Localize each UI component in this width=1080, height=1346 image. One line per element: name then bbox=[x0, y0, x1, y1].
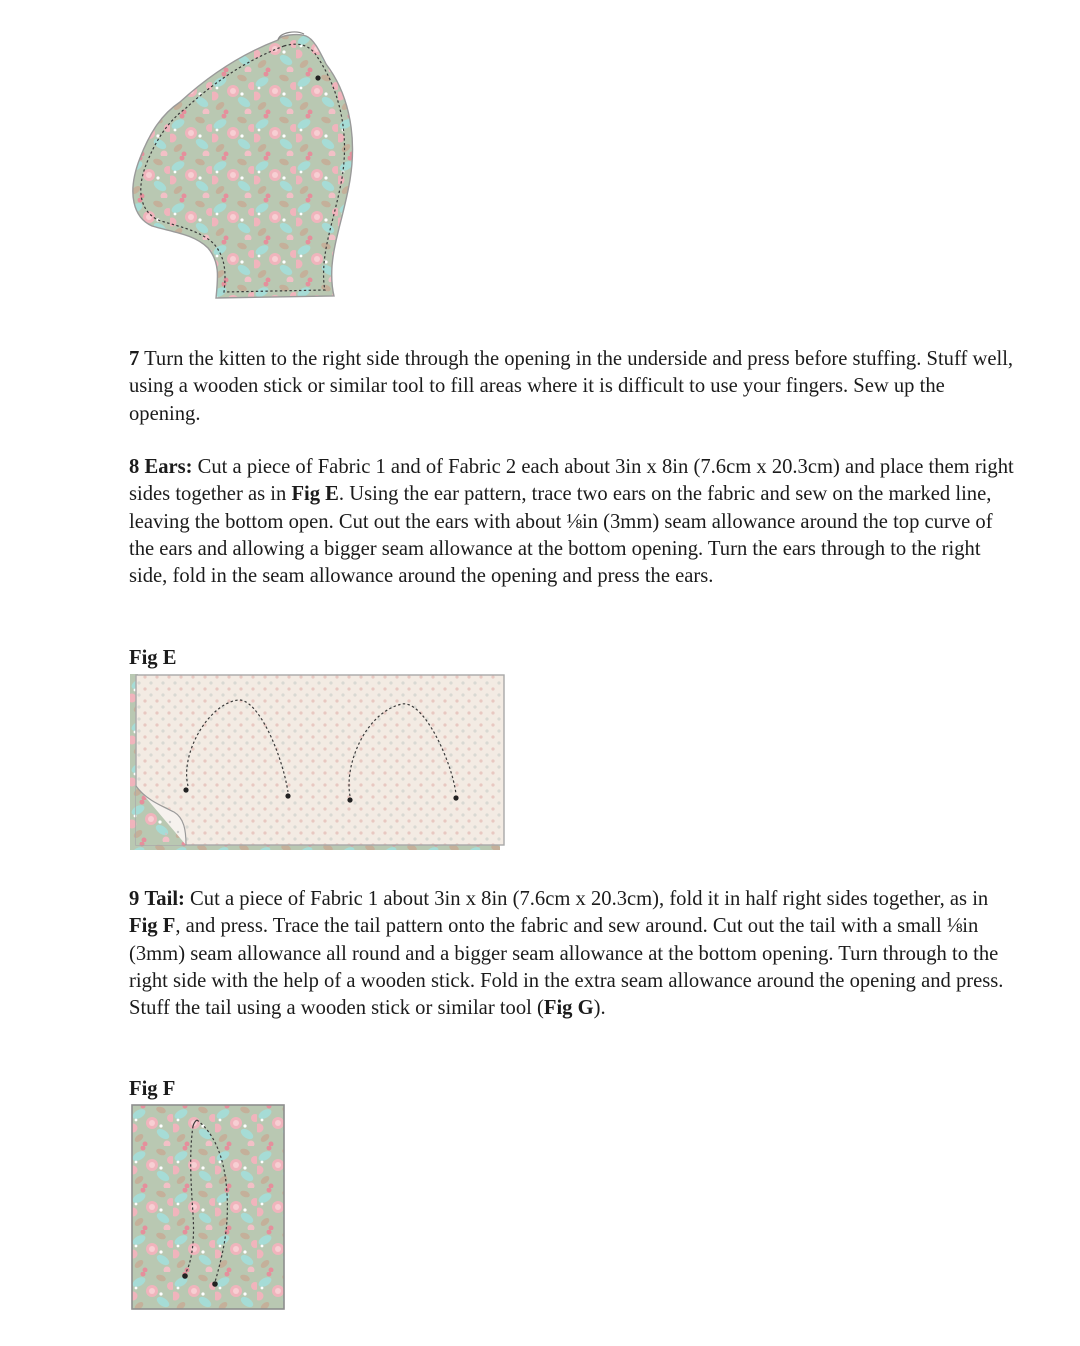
step-9-heading: Tail: bbox=[144, 888, 185, 910]
kitten-body-illustration bbox=[128, 30, 364, 302]
step-7-paragraph bbox=[129, 346, 1019, 428]
step-9-fig-g-ref: Fig G bbox=[543, 997, 594, 1020]
step-7-number: 7 bbox=[129, 348, 140, 370]
step-8-heading: Ears: bbox=[144, 456, 193, 478]
step-8-fig-e-ref: Fig E bbox=[291, 483, 339, 506]
step-8-number: 8 bbox=[129, 456, 140, 478]
step-9-text-c: ). bbox=[593, 997, 606, 1020]
step-9-fig-f-ref: Fig F bbox=[129, 915, 176, 938]
fig-e-ears-illustration bbox=[130, 674, 508, 852]
step-8-text-a: Cut a piece of Fabric 1 and of Fabric 2 each about 3in x 8in (7.6cm x 20.3cm) and place them right sides together as in bbox=[129, 456, 1014, 506]
step-8-paragraph bbox=[129, 454, 1019, 590]
step-9-paragraph bbox=[129, 886, 1019, 1022]
fig-f-tail-illustration bbox=[131, 1104, 287, 1312]
fig-e-caption: Fig E bbox=[129, 647, 177, 669]
fig-f-caption: Fig F bbox=[129, 1078, 176, 1100]
step-9-text-b: , and press. Trace the tail pattern onto the fabric and sew around. Cut out the tail with a small ⅛in (3mm) seam allowance all round and a bigger seam allowance at the bottom opening. Turn through to the right side with the help of a wooden stick. Fold in the extra seam allowance around the opening and press. Stuff the tail using a wooden stick or similar tool ( bbox=[129, 915, 1004, 1020]
step-8-text-b: . Using the ear pattern, trace two ears on the fabric and sew on the marked line, leaving the bottom open. Cut out the ears with about ⅛in (3mm) seam allowance around the top curve of the ears and allowing a bigger seam allowance at the bottom opening. Turn the ears through to the right side, fold in the seam allowance around the opening and press the ears. bbox=[129, 483, 993, 588]
step-9-number: 9 bbox=[129, 888, 140, 910]
step-9-text-a: Cut a piece of Fabric 1 about 3in x 8in (7.6cm x 20.3cm), fold it in half right sides together, as in bbox=[184, 888, 989, 910]
step-7-text: Turn the kitten to the right side through the opening in the underside and press before stuffing. Stuff well, using a wooden stick or similar tool to fill areas where it is difficult to use your fingers. Sew up the opening. bbox=[129, 348, 1014, 425]
